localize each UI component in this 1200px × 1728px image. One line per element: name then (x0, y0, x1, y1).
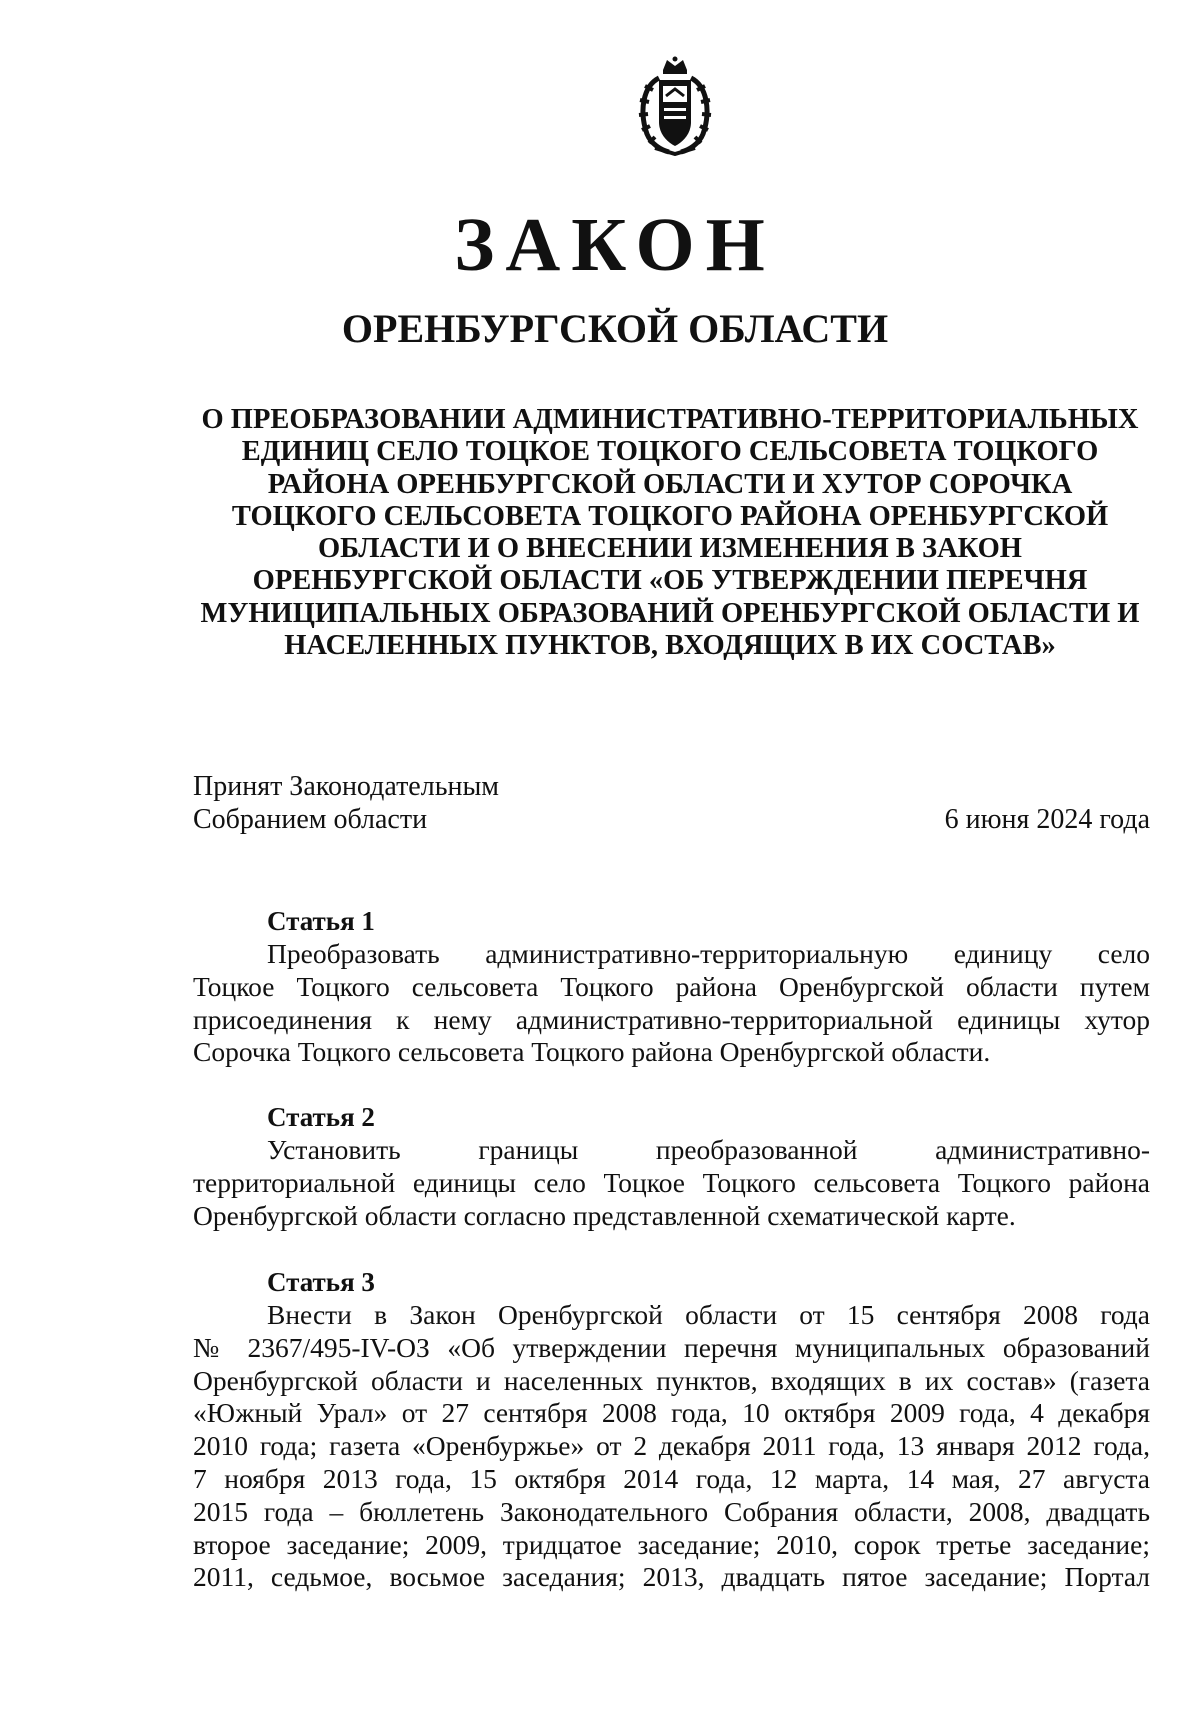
adopted-by-line1: Принят Законодательным (193, 771, 499, 802)
coat-of-arms-icon (633, 56, 717, 156)
text-line: Тоцкое Тоцкого сельсовета Тоцкого района Оренбургской области путем (193, 970, 1150, 1002)
text-line: Внести в Закон Оренбургской области от 15 сентября 2008 года (267, 1299, 1150, 1330)
article-2-text (193, 1134, 1150, 1232)
text-line: № 2367/495-IV-ОЗ «Об утверждении перечня муниципальных образований (193, 1331, 1150, 1363)
text-line: 2015 года – бюллетень Законодательного Собрания области, 2008, двадцать (193, 1495, 1150, 1527)
law-heading (190, 404, 1150, 662)
text-line: Установить границы преобразованной административно- (267, 1134, 1150, 1165)
heading-line: НАСЕЛЕННЫХ ПУНКТОВ, ВХОДЯЩИХ В ИХ СОСТАВ» (284, 630, 1056, 662)
heading-line: ОРЕНБУРГСКОЙ ОБЛАСТИ «ОБ УТВЕРЖДЕНИИ ПЕРЕЧНЯ (252, 565, 1088, 597)
text-line: второе заседание; 2009, тридцатое заседание; 2010, сорок третье заседание; (193, 1528, 1150, 1560)
heading-line: МУНИЦИПАЛЬНЫХ ОБРАЗОВАНИЙ ОРЕНБУРГСКОЙ ОБЛАСТИ И (200, 597, 1140, 629)
article-3-text (193, 1299, 1150, 1594)
heading-line: РАЙОНА ОРЕНБУРГСКОЙ ОБЛАСТИ И ХУТОР СОРОЧКА (267, 468, 1073, 500)
text-line: 2010 года; газета «Оренбуржье» от 2 декабря 2011 года, 13 января 2012 года, (193, 1430, 1150, 1462)
heading-line: ТОЦКОГО СЕЛЬСОВЕТА ТОЦКОГО РАЙОНА ОРЕНБУРГСКОЙ (231, 500, 1109, 532)
heading-line: О ПРЕОБРАЗОВАНИИ АДМИНИСТРАТИВНО-ТЕРРИТОРИАЛЬНЫХ (201, 404, 1139, 435)
article-3-title: Статья 3 (267, 1267, 375, 1297)
text-line: территориальной единицы село Тоцкое Тоцкого сельсовета Тоцкого района (193, 1166, 1150, 1198)
text-line: присоединения к нему административно-территориальной единицы хутор (193, 1003, 1150, 1035)
article-1-text (193, 938, 1150, 1069)
heading-line: ЕДИНИЦ СЕЛО ТОЦКОЕ ТОЦКОГО СЕЛЬСОВЕТА ТОЦКОГО (241, 436, 1099, 468)
article-2-title: Статья 2 (267, 1102, 375, 1132)
document-subtitle: ОРЕНБУРГСКОЙ ОБЛАСТИ (341, 306, 889, 351)
text-line: Преобразовать административно-территориальную единицу село (267, 938, 1150, 969)
text-line: «Южный Урал» от 27 сентября 2008 года, 10 октября 2009 года, 4 декабря (193, 1397, 1150, 1429)
document-title: ЗАКОН (454, 203, 776, 287)
text-line: Оренбургской области и населенных пунктов, входящих в их состав» (газета (193, 1364, 1150, 1396)
text-line: Сорочка Тоцкого сельсовета Тоцкого района Оренбургской области. (193, 1036, 991, 1068)
adoption-date: 6 июня 2024 года (944, 804, 1150, 835)
text-line: 2011, седьмое, восьмое заседания; 2013, двадцать пятое заседание; Портал (193, 1561, 1150, 1593)
adopted-by-line2: Собранием области (193, 804, 428, 835)
text-line: 7 ноября 2013 года, 15 октября 2014 года, 12 марта, 14 мая, 27 августа (193, 1462, 1150, 1494)
text-line: Оренбургской области согласно представленной схематической карте. (193, 1199, 1016, 1231)
adoption-block (193, 770, 1150, 836)
heading-line: ОБЛАСТИ И О ВНЕСЕНИИ ИЗМЕНЕНИЯ В ЗАКОН (318, 533, 1022, 565)
article-1-title: Статья 1 (267, 906, 375, 936)
